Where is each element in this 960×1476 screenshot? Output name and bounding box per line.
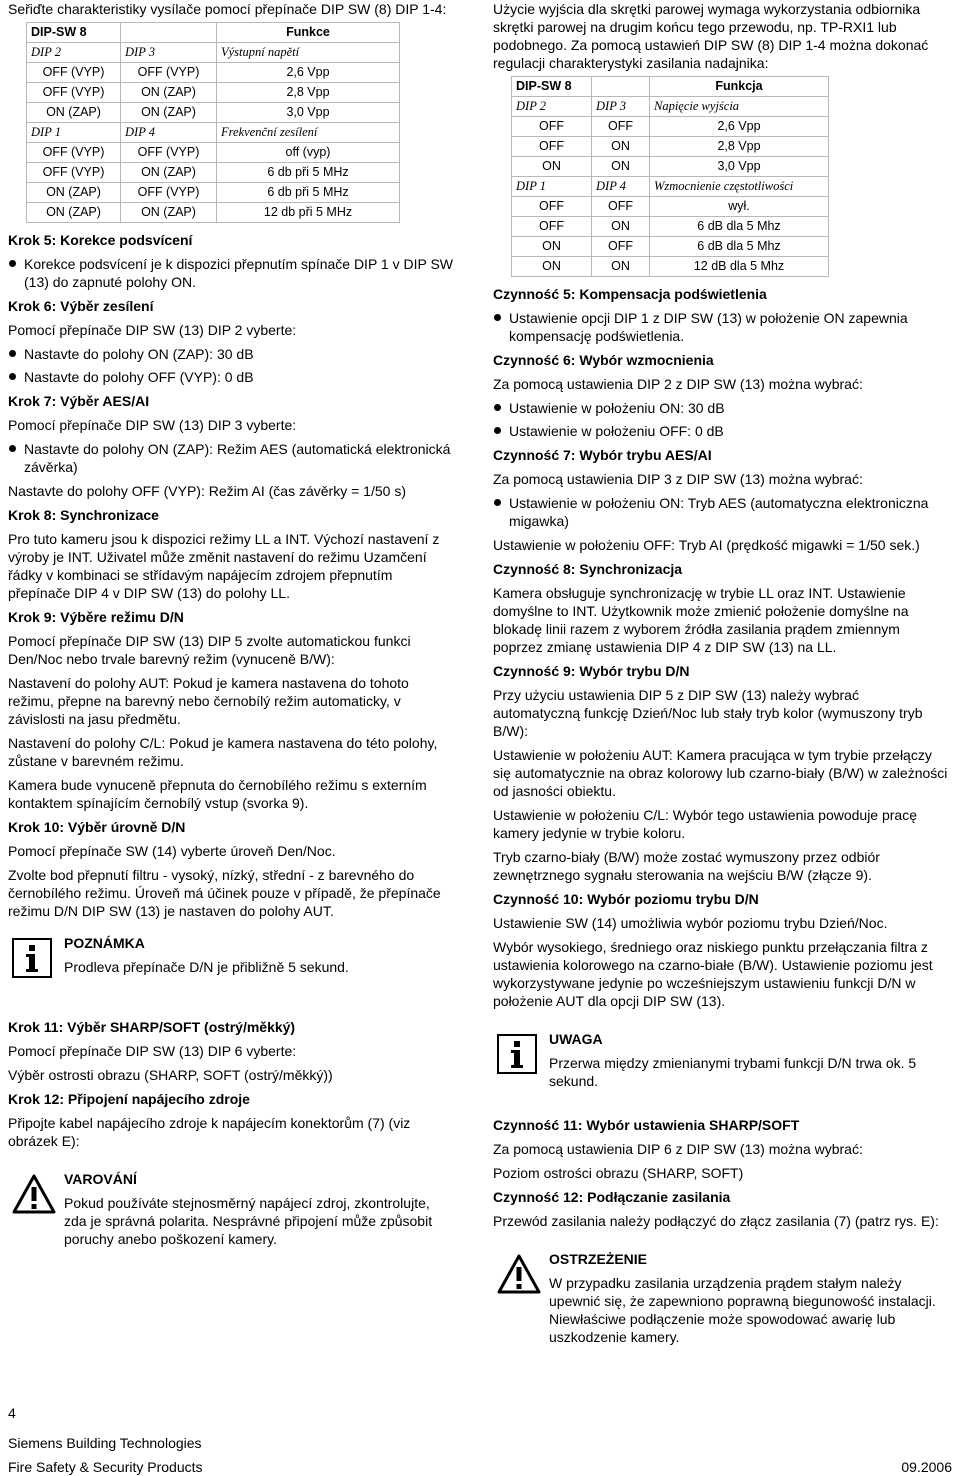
table-row [512, 197, 829, 217]
dip-table [26, 22, 400, 223]
table-cell: ON (ZAP) [27, 203, 121, 223]
list-item: Nastavte do polohy ON (ZAP): Režim AES (automatická elektronická závěrka) [8, 440, 456, 476]
bullet-list [8, 255, 456, 291]
section-heading: Czynność 10: Wybór poziomu trybu D/N [493, 891, 759, 907]
table-cell: off (vyp) [217, 143, 400, 163]
note-title: UWAGA [549, 1031, 603, 1047]
table-row [27, 183, 400, 203]
table-cell: 12 dB dla 5 Mhz [650, 257, 829, 277]
bullet-list [493, 309, 948, 345]
table-cell: ON (ZAP) [121, 203, 217, 223]
paragraph: Kamera bude vynuceně přepnuta do černobílého režimu s externím kontaktem spínajícím černobílý vstup (svorka 9). [8, 777, 427, 811]
bullet-list [8, 440, 456, 476]
table-cell: ON (ZAP) [121, 83, 217, 103]
document-date: 09.2006 [901, 1459, 952, 1475]
table-header-cell: DIP-SW 8 [512, 77, 592, 97]
table-row [27, 83, 400, 103]
info-icon [497, 1034, 537, 1074]
section-heading: Krok 5: Korekce podsvícení [8, 232, 193, 248]
table-cell: ON (ZAP) [27, 103, 121, 123]
table-cell: DIP 4 [121, 123, 217, 143]
table-row [512, 257, 829, 277]
table-cell: ON [592, 217, 650, 237]
table-cell: 12 db při 5 MHz [217, 203, 400, 223]
table-cell: ON [512, 237, 592, 257]
table-cell: OFF (VYP) [27, 163, 121, 183]
table-cell: DIP 3 [121, 43, 217, 63]
table-cell: OFF [592, 117, 650, 137]
table-header-cell: Funkcja [650, 77, 829, 97]
paragraph: Výběr ostrosti obrazu (SHARP, SOFT (ostrý/měkký)) [8, 1067, 333, 1083]
table-cell: ON (ZAP) [121, 163, 217, 183]
paragraph: Za pomocą ustawienia DIP 2 z DIP SW (13) można wybrać: [493, 376, 863, 392]
note-text: Przerwa między zmienianymi trybami funkcji D/N trwa ok. 5 sekund. [549, 1055, 917, 1089]
section-heading: Czynność 11: Wybór ustawienia SHARP/SOFT [493, 1117, 800, 1133]
content-blocks [493, 1116, 948, 1230]
warning-text: Pokud používáte stejnosměrný napájecí zdroj, zkontrolujte, zda je správná polarita. Nesprávné připojení může způsobit poruchy anebo poškození kamery. [64, 1195, 433, 1247]
paragraph: Pro tuto kameru jsou k dispozici režimy LL a INT. Výchozí nastavení z výroby je INT. Uživatel může změnit nastavení do režimu Uzamčení řádky v kombinaci se střídavým napájecím zdrojem přepnutím přepínače DIP 4 v DIP SW (13) do polohy LL. [8, 531, 440, 601]
table-cell: OFF [592, 197, 650, 217]
table-row [512, 217, 829, 237]
table-section-row [27, 43, 400, 63]
table-cell: OFF [512, 197, 592, 217]
table-cell: OFF [512, 117, 592, 137]
section-heading: Czynność 5: Kompensacja podświetlenia [493, 286, 767, 302]
paragraph: Przewód zasilania należy podłączyć do złącz zasilania (7) (patrz rys. E): [493, 1213, 939, 1229]
paragraph: Nastavení do polohy C/L: Pokud je kamera nastavena do této polohy, zůstane v barevném režimu. [8, 735, 438, 769]
table-row [27, 163, 400, 183]
paragraph: Ustawienie SW (14) umożliwia wybór poziomu trybu Dzień/Noc. [493, 915, 888, 931]
table-row [512, 157, 829, 177]
paragraph: Poziom ostrości obrazu (SHARP, SOFT) [493, 1165, 744, 1181]
table-cell: 2,8 Vpp [650, 137, 829, 157]
section-heading: Krok 6: Výběr zesílení [8, 298, 154, 314]
warning-icon [12, 1174, 52, 1214]
table-header-cell [121, 23, 217, 43]
polish-column [493, 0, 948, 1360]
table-cell: wył. [650, 197, 829, 217]
table-cell: 3,0 Vpp [217, 103, 400, 123]
section-heading: Krok 12: Připojení napájecího zdroje [8, 1091, 250, 1107]
table-cell: OFF (VYP) [121, 183, 217, 203]
paragraph: Pomocí přepínače DIP SW (13) DIP 6 vyberte: [8, 1043, 297, 1059]
table-cell: 6 db při 5 MHz [217, 163, 400, 183]
table-cell: DIP 1 [512, 177, 592, 197]
warning-icon [497, 1254, 537, 1294]
section-heading: Krok 9: Výběre režimu D/N [8, 609, 184, 625]
bullet-list [493, 399, 948, 440]
paragraph: Pomocí přepínače DIP SW (13) DIP 5 zvolte automatickou funkci Den/Noc nebo trvale barevný režim (vynuceně B/W): [8, 633, 411, 667]
section-heading: Czynność 9: Wybór trybu D/N [493, 663, 690, 679]
table-row [512, 137, 829, 157]
company-name: Siemens Building Technologies [8, 1435, 202, 1451]
table-cell: 2,6 Vpp [217, 63, 400, 83]
table-cell: ON (ZAP) [121, 103, 217, 123]
list-item: Nastavte do polohy OFF (VYP): 0 dB [8, 368, 456, 386]
warning-box [493, 1250, 948, 1346]
table-cell: 2,6 Vpp [650, 117, 829, 137]
warning-title: OSTRZEŻENIE [549, 1251, 648, 1267]
paragraph: Nastavení do polohy AUT: Pokud je kamera nastavena do tohoto režimu, přepne na barevný nebo černobílý režim automaticky, v závislosti na jasu předmětu. [8, 675, 409, 727]
warning-box [8, 1170, 456, 1248]
paragraph: Pomocí přepínače SW (14) vyberte úroveň Den/Noc. [8, 843, 336, 859]
table-cell: Frekvenční zesílení [217, 123, 400, 143]
paragraph: Wybór wysokiego, średniego oraz niskiego punktu przełączania filtra z ustawienia kolorowego na czarno-białe (B/W). Ustawienie poziomu jest wykorzystywane jedynie po wcześniejszym ustawieniu funkcji D/N w położenie AUT dla opcji DIP SW (13). [493, 939, 933, 1009]
content-blocks [493, 285, 948, 1010]
table-row [512, 117, 829, 137]
table-row [512, 237, 829, 257]
info-icon [12, 938, 52, 978]
dip-table [511, 76, 829, 277]
table-cell: DIP 2 [512, 97, 592, 117]
table-cell: OFF (VYP) [121, 143, 217, 163]
warning-text: W przypadku zasilania urządzenia prądem stałym należy upewnić się, że zapewniono poprawną biegunowość instalacji. Niewłaściwe podłączenie może spowodować awarię lub uszkodzenie kamery. [549, 1275, 936, 1345]
content-blocks [8, 1018, 456, 1150]
paragraph: Pomocí přepínače DIP SW (13) DIP 2 vyberte: [8, 322, 297, 338]
table-cell: DIP 4 [592, 177, 650, 197]
table-cell: Wzmocnienie częstotliwości [650, 177, 829, 197]
note-title: POZNÁMKA [64, 935, 145, 951]
table-cell: ON [592, 137, 650, 157]
table-header-row [512, 77, 829, 97]
intro-text: Seřiďte charakteristiky vysílače pomocí přepínače DIP SW (8) DIP 1-4: [8, 1, 447, 17]
table-cell: ON [512, 257, 592, 277]
table-cell: OFF [592, 237, 650, 257]
section-heading: Czynność 12: Podłączanie zasilania [493, 1189, 731, 1205]
table-cell: 6 dB dla 5 Mhz [650, 237, 829, 257]
paragraph: Ustawienie w położeniu AUT: Kamera pracująca w tym trybie przełączy się automatycznie na obraz kolorowy lub czarno-biały (B/W) w zależności od jasności obiektu. [493, 747, 948, 799]
content-blocks [8, 231, 456, 920]
section-heading: Krok 10: Výběr úrovně D/N [8, 819, 186, 835]
note-box [493, 1030, 948, 1090]
table-cell: OFF (VYP) [27, 83, 121, 103]
section-heading: Krok 7: Výběr AES/AI [8, 393, 150, 409]
paragraph: Pomocí přepínače DIP SW (13) DIP 3 vyberte: [8, 417, 297, 433]
table-section-row [27, 123, 400, 143]
table-cell: 6 db při 5 MHz [217, 183, 400, 203]
table-header-cell: DIP-SW 8 [27, 23, 121, 43]
table-cell: DIP 3 [592, 97, 650, 117]
paragraph: Za pomocą ustawienia DIP 3 z DIP SW (13) można wybrać: [493, 471, 863, 487]
table-row [27, 63, 400, 83]
table-cell: 6 dB dla 5 Mhz [650, 217, 829, 237]
section-heading: Krok 11: Výběr SHARP/SOFT (ostrý/měkký) [8, 1019, 296, 1035]
paragraph: Ustawienie w położeniu OFF: Tryb AI (prędkość migawki = 1/50 sek.) [493, 537, 920, 553]
page-number: 4 [8, 1405, 16, 1421]
intro-text: Użycie wyjścia dla skrętki parowej wymaga wykorzystania odbiornika skrętki parowej na drugim końcu tego przewodu, np. TP-RXI1 lub podobnego. Za pomocą ustawień DIP SW (8) DIP 1-4 można dokonać regulacji charakterystyki zasilania nadajnika: [493, 1, 929, 71]
paragraph: Nastavte do polohy OFF (VYP): Režim AI (čas závěrky = 1/50 s) [8, 483, 406, 499]
table-cell: OFF [512, 217, 592, 237]
division-name: Fire Safety & Security Products [8, 1459, 203, 1475]
paragraph: Kamera obsługuje synchronizację w trybie LL oraz INT. Ustawienie domyślne to INT. Użytkownik może zmienić położenie domyślne na blokadę linii razem z wyborem źródła zasilania prądem zmiennym poprzez zmianę ustawienia DIP 4 z DIP SW (13) na LL. [493, 585, 909, 655]
table-cell: OFF (VYP) [27, 63, 121, 83]
table-cell: ON (ZAP) [27, 183, 121, 203]
paragraph: Ustawienie w położeniu C/L: Wybór tego ustawienia powoduje pracę kamery jedynie w trybie koloru. [493, 807, 917, 841]
bullet-list [493, 494, 948, 530]
table-header-row [27, 23, 400, 43]
list-item: Ustawienie w położeniu ON: 30 dB [493, 399, 948, 417]
section-heading: Czynność 6: Wybór wzmocnienia [493, 352, 714, 368]
table-cell: OFF (VYP) [121, 63, 217, 83]
paragraph: Za pomocą ustawienia DIP 6 z DIP SW (13) można wybrać: [493, 1141, 863, 1157]
table-cell: OFF [512, 137, 592, 157]
list-item: Ustawienie w położeniu ON: Tryb AES (automatyczna elektroniczna migawka) [493, 494, 948, 530]
table-row [27, 203, 400, 223]
table-header-cell: Funkce [217, 23, 400, 43]
note-text: Prodleva přepínače D/N je přibližně 5 sekund. [64, 959, 349, 975]
table-section-row [512, 177, 829, 197]
table-cell: DIP 2 [27, 43, 121, 63]
section-heading: Czynność 8: Synchronizacja [493, 561, 683, 577]
paragraph: Tryb czarno-biały (B/W) może zostać wymuszony przez odbiór zewnętrznego sygnału sterowania na wejściu B/W (złącze 9). [493, 849, 880, 883]
section-heading: Czynność 7: Wybór trybu AES/AI [493, 447, 712, 463]
bullet-list [8, 345, 456, 386]
list-item: Ustawienie opcji DIP 1 z DIP SW (13) w położenie ON zapewnia kompensację podświetlenia. [493, 309, 948, 345]
paragraph: Przy użyciu ustawienia DIP 5 z DIP SW (13) należy wybrać automatyczną funkcję Dzień/Noc lub stały tryb kolor (wymuszony tryb B/W): [493, 687, 923, 739]
paragraph: Zvolte bod přepnutí filtru - vysoký, nízký, střední - z barevného do černobílého režimu. Úroveň má účinek pouze v případě, že přepínače režimu D/N DIP SW (13) je nastaven do polohy AUT. [8, 867, 441, 919]
note-box [8, 934, 456, 984]
table-cell: ON [512, 157, 592, 177]
table-cell: ON [592, 157, 650, 177]
table-row [27, 103, 400, 123]
table-cell: OFF (VYP) [27, 143, 121, 163]
czech-column [8, 0, 456, 1262]
table-section-row [512, 97, 829, 117]
list-item: Ustawienie w położeniu OFF: 0 dB [493, 422, 948, 440]
table-cell: ON [592, 257, 650, 277]
table-cell: DIP 1 [27, 123, 121, 143]
warning-title: VAROVÁNÍ [64, 1171, 137, 1187]
table-row [27, 143, 400, 163]
list-item: Nastavte do polohy ON (ZAP): 30 dB [8, 345, 456, 363]
list-item: Korekce podsvícení je k dispozici přepnutím spínače DIP 1 v DIP SW (13) do zapnuté polohy ON. [8, 255, 456, 291]
table-header-cell [592, 77, 650, 97]
table-cell: 2,8 Vpp [217, 83, 400, 103]
section-heading: Krok 8: Synchronizace [8, 507, 159, 523]
table-cell: Výstupní napětí [217, 43, 400, 63]
paragraph: Připojte kabel napájecího zdroje k napájecím konektorům (7) (viz obrázek E): [8, 1115, 411, 1149]
table-cell: 3,0 Vpp [650, 157, 829, 177]
table-cell: Napięcie wyjścia [650, 97, 829, 117]
